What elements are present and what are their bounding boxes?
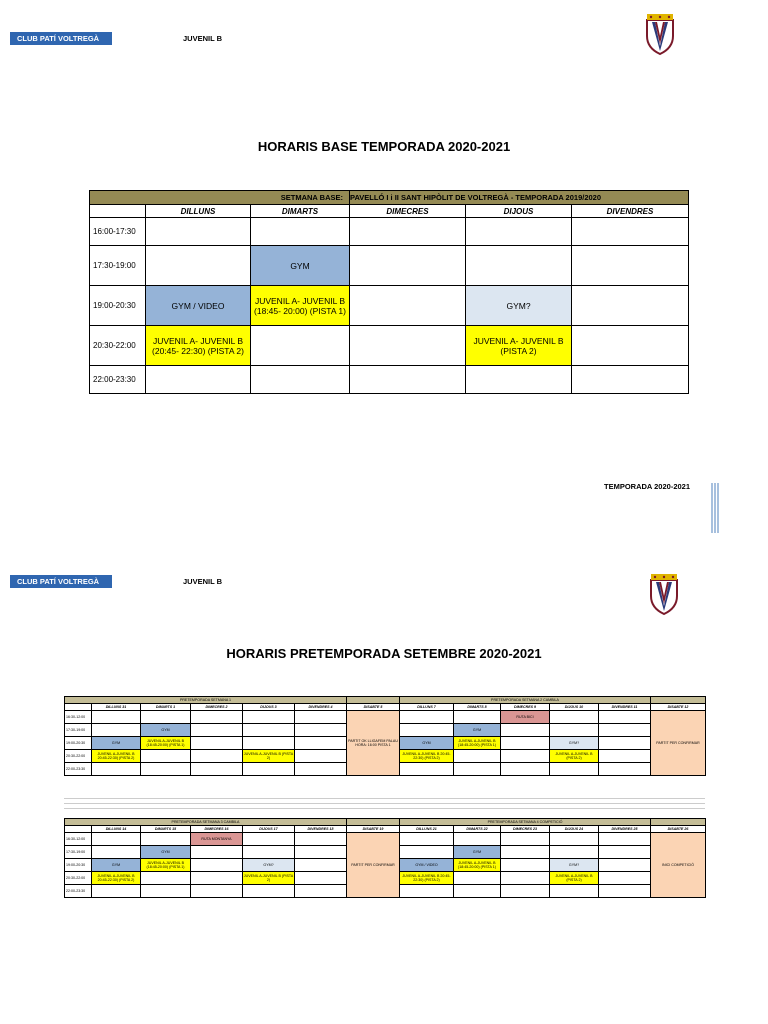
cell xyxy=(347,697,400,704)
training-line: JUVENIL A- JUVENIL B xyxy=(473,335,564,346)
gym-optional-cell: GYM? xyxy=(243,859,295,872)
gym-cell: GYM xyxy=(141,846,191,859)
cell xyxy=(243,724,295,737)
club-crest-icon xyxy=(645,572,683,616)
cell xyxy=(92,833,141,846)
time-slot: 16:00-17:30 xyxy=(90,218,146,246)
decorative-lines-icon xyxy=(710,483,720,533)
gym-cell: GYM xyxy=(454,846,501,859)
week-label: PRETEMPORADA SETMANA 2 CAMBILA xyxy=(400,697,651,704)
training-line: (20:45- 22:30) (PISTA 2) xyxy=(152,345,244,356)
cell xyxy=(295,859,347,872)
table-row xyxy=(90,286,689,326)
footer-season: TEMPORADA 2020-2021 xyxy=(604,482,691,491)
cell xyxy=(599,763,651,776)
cell xyxy=(92,711,141,724)
cell xyxy=(550,724,599,737)
week-label: PRETEMPORADA SETMANA 3 CAMBILA xyxy=(65,819,347,826)
cell xyxy=(251,326,350,366)
time-slot: 20:30-22:00 xyxy=(65,750,92,763)
cell xyxy=(599,859,651,872)
cell xyxy=(400,724,454,737)
gym-video-cell: GYM / VIDEO xyxy=(400,859,454,872)
cell xyxy=(191,711,243,724)
cell xyxy=(400,885,454,898)
cell xyxy=(501,737,550,750)
empty-row xyxy=(64,804,705,809)
cell xyxy=(92,846,141,859)
cell xyxy=(295,846,347,859)
training-cell xyxy=(251,286,350,326)
cell xyxy=(243,833,295,846)
training-cell: JUVENIL A-JUVENIL B (PISTA 2) xyxy=(550,750,599,763)
cell xyxy=(572,326,689,366)
gym-cell: GYM xyxy=(400,737,454,750)
cell xyxy=(466,246,572,286)
gym-cell: GYM xyxy=(92,737,141,750)
gym-optional-cell: GYM? xyxy=(550,859,599,872)
gym-optional-cell: GYM? xyxy=(466,286,572,326)
training-cell: JUVENIL A-JUVENIL B (18:45-20:00) (PISTA 1) xyxy=(141,737,191,750)
day-header: DIVENDRES 18 xyxy=(295,826,347,833)
day-header: DISABTE 26 xyxy=(651,826,706,833)
time-slot: 17:30-19:00 xyxy=(90,246,146,286)
cell xyxy=(454,763,501,776)
cell xyxy=(92,763,141,776)
time-slot: 19:00-20:30 xyxy=(65,859,92,872)
cell xyxy=(501,846,550,859)
table-row xyxy=(90,246,689,286)
days-row xyxy=(65,826,706,833)
cell xyxy=(599,872,651,885)
cell xyxy=(350,366,466,394)
time-slot: 17:30-19:00 xyxy=(65,846,92,859)
day-header: DIJOUS xyxy=(466,205,572,218)
cell xyxy=(243,885,295,898)
cell xyxy=(350,218,466,246)
time-slot: 22:00-23:30 xyxy=(90,366,146,394)
day-header: DIMECRES 16 xyxy=(191,826,243,833)
day-header: DISABTE 19 xyxy=(347,826,400,833)
cell xyxy=(501,859,550,872)
day-header: DIMECRES 9 xyxy=(501,704,550,711)
saturday-cell: PARTIT PER CONFIRMAR xyxy=(651,711,706,776)
cell xyxy=(599,750,651,763)
gym-cell: GYM xyxy=(454,724,501,737)
cell xyxy=(599,724,651,737)
cell xyxy=(295,711,347,724)
training-cell: JUVENIL A-JUVENIL B (PISTA 2) xyxy=(550,872,599,885)
cell xyxy=(295,737,347,750)
club-badge: CLUB PATÍ VOLTREGÀ xyxy=(10,575,112,588)
table-row xyxy=(90,366,689,394)
cell xyxy=(454,711,501,724)
training-cell: JUVENIL A-JUVENIL B 20:45-22:30) (PISTA 2) xyxy=(92,872,141,885)
club-crest-icon xyxy=(641,12,679,56)
cell xyxy=(191,846,243,859)
cell xyxy=(454,885,501,898)
training-line: (PISTA 2) xyxy=(500,345,537,356)
cell xyxy=(599,737,651,750)
training-cell: JUVENIL A-JUVENIL B 20:45-22:30) (PISTA 2) xyxy=(92,750,141,763)
cell xyxy=(550,885,599,898)
day-header: DIJOUS 17 xyxy=(243,826,295,833)
day-header: DIMARTS xyxy=(251,205,350,218)
preseason-table-2 xyxy=(64,818,706,898)
training-cell: JUVENIL A-JUVENIL B 20:45-22:30) (PISTA 2) xyxy=(400,872,454,885)
week-row xyxy=(65,697,706,704)
page-title: HORARIS BASE TEMPORADA 2020-2021 xyxy=(257,139,511,154)
cell xyxy=(251,366,350,394)
gym-cell: GYM xyxy=(251,246,350,286)
saturday-cell: INICI COMPETICIÓ xyxy=(651,833,706,898)
day-header: DIJOUS 10 xyxy=(550,704,599,711)
training-line: JUVENIL A- JUVENIL B xyxy=(254,295,346,306)
day-header: DILLUNS 7 xyxy=(400,704,454,711)
cell xyxy=(191,763,243,776)
cell xyxy=(191,872,243,885)
time-slot: 19:00-20:30 xyxy=(65,737,92,750)
training-cell xyxy=(146,326,251,366)
corner-cell xyxy=(65,826,92,833)
cell xyxy=(191,885,243,898)
training-cell: JUVENIL A-JUVENIL B (18:45-20:00) (PISTA 1) xyxy=(141,859,191,872)
cell xyxy=(191,750,243,763)
day-header: DIVENDRES 25 xyxy=(599,826,651,833)
day-header: DIMARTS 1 xyxy=(141,704,191,711)
training-cell: JUVENIL A-JUVENIL B (18:45-20:00) (PISTA 1) xyxy=(454,737,501,750)
training-cell xyxy=(466,326,572,366)
gym-optional-cell: GYM? xyxy=(550,737,599,750)
day-header: DIJOUS 24 xyxy=(550,826,599,833)
training-cell: JUVENIL A-JUVENIL B 20:45-22:30) (PISTA 2) xyxy=(400,750,454,763)
cell xyxy=(599,711,651,724)
cell xyxy=(295,750,347,763)
days-row xyxy=(65,704,706,711)
cell xyxy=(191,724,243,737)
team-label: JUVENIL B xyxy=(183,577,223,586)
day-header: DIJOUS 3 xyxy=(243,704,295,711)
day-header: DIMECRES 23 xyxy=(501,826,550,833)
cell xyxy=(295,885,347,898)
day-header: DILLUNS 21 xyxy=(400,826,454,833)
gym-video-cell: GYM / VIDEO xyxy=(146,286,251,326)
day-header: DIMECRES 2 xyxy=(191,704,243,711)
cell xyxy=(141,885,191,898)
table-row xyxy=(65,833,706,846)
cell xyxy=(251,218,350,246)
cell xyxy=(141,711,191,724)
day-header: DIMARTS 22 xyxy=(454,826,501,833)
training-cell: JUVENIL A-JUVENIL B (PISTA 2) xyxy=(243,872,295,885)
week-label: PRETEMPORADA SETMANA 4 COMPETICIÓ xyxy=(400,819,651,826)
training-cell: JUVENIL A-JUVENIL B (PISTA 2) xyxy=(243,750,295,763)
cell xyxy=(295,724,347,737)
base-schedule-table xyxy=(89,190,689,394)
cell xyxy=(572,218,689,246)
page-title: HORARIS PRETEMPORADA SETEMBRE 2020-2021 xyxy=(226,646,542,661)
cell xyxy=(146,218,251,246)
cell xyxy=(454,750,501,763)
day-header: DIMARTS 15 xyxy=(141,826,191,833)
cell xyxy=(295,763,347,776)
venue-label: PAVELLÓ I i II SANT HIPÒLIT DE VOLTREGÀ - TEMPORADA 2019/2020 xyxy=(350,191,689,205)
cell xyxy=(243,737,295,750)
cell xyxy=(141,750,191,763)
table-row xyxy=(90,218,689,246)
club-badge: CLUB PATÍ VOLTREGÀ xyxy=(10,32,112,45)
time-slot: 22:00-23:30 xyxy=(65,885,92,898)
cell xyxy=(599,833,651,846)
cell xyxy=(501,833,550,846)
time-slot: 19:00-20:30 xyxy=(90,286,146,326)
cell xyxy=(146,246,251,286)
cell xyxy=(572,366,689,394)
week-row xyxy=(65,819,706,826)
cell xyxy=(141,763,191,776)
day-header: DIVENDRES 4 xyxy=(295,704,347,711)
cell xyxy=(550,846,599,859)
cell xyxy=(572,286,689,326)
week-label: SETMANA BASE: xyxy=(90,191,350,205)
preseason-table-1 xyxy=(64,696,706,776)
time-slot: 20:30-22:00 xyxy=(65,872,92,885)
cell xyxy=(550,711,599,724)
day-header: DIMARTS 8 xyxy=(454,704,501,711)
time-slot: 20:30-22:00 xyxy=(90,326,146,366)
cell xyxy=(501,885,550,898)
cell xyxy=(651,697,706,704)
cell xyxy=(572,246,689,286)
cell xyxy=(141,833,191,846)
day-header: DIMECRES xyxy=(350,205,466,218)
day-header: DILLUNS 14 xyxy=(92,826,141,833)
day-header: DILLUNS 31 xyxy=(92,704,141,711)
cell xyxy=(501,724,550,737)
cell xyxy=(599,846,651,859)
gym-cell: GYM xyxy=(141,724,191,737)
day-header: DISABTE 12 xyxy=(651,704,706,711)
training-line: (18:45- 20:00) (PISTA 1) xyxy=(254,305,346,316)
cell xyxy=(141,872,191,885)
cell xyxy=(350,286,466,326)
cell xyxy=(454,833,501,846)
bike-route-cell: RUTA BICI xyxy=(501,711,550,724)
cell xyxy=(466,218,572,246)
table-row xyxy=(90,326,689,366)
time-slot: 22:00-23:30 xyxy=(65,763,92,776)
cell xyxy=(501,872,550,885)
time-slot: 16:30-12:00 xyxy=(65,833,92,846)
cell xyxy=(295,833,347,846)
day-header: DIVENDRES 11 xyxy=(599,704,651,711)
cell xyxy=(651,819,706,826)
training-line: JUVENIL A- JUVENIL B xyxy=(152,335,244,346)
week-label: PRETEMPORADA SETMANA 1 xyxy=(65,697,347,704)
cell xyxy=(400,711,454,724)
cell xyxy=(191,737,243,750)
day-header: DIVENDRES xyxy=(572,205,689,218)
cell xyxy=(454,872,501,885)
training-cell: JUVENIL A-JUVENIL B (18:45-20:00) (PISTA 1) xyxy=(454,859,501,872)
cell xyxy=(350,326,466,366)
cell xyxy=(350,246,466,286)
team-label: JUVENIL B xyxy=(183,34,223,43)
cell xyxy=(501,750,550,763)
time-slot: 17:30-19:00 xyxy=(65,724,92,737)
cell xyxy=(243,711,295,724)
cell xyxy=(191,859,243,872)
time-slot: 16:30-12:00 xyxy=(65,711,92,724)
day-header: DILLUNS xyxy=(146,205,251,218)
cell xyxy=(400,846,454,859)
saturday-cell: PARTIT OK LLIGAFEM PALAU HORA: 16:00 PISTA 1 xyxy=(347,711,400,776)
cell xyxy=(400,833,454,846)
empty-rows xyxy=(64,794,705,809)
mountain-route-cell: RUTA MONTANYA xyxy=(191,833,243,846)
table-header-row xyxy=(90,191,689,205)
cell xyxy=(92,885,141,898)
days-row xyxy=(90,205,689,218)
cell xyxy=(466,366,572,394)
saturday-cell: PARTIT PER CONFIRMAR xyxy=(347,833,400,898)
cell xyxy=(243,846,295,859)
cell xyxy=(146,366,251,394)
cell xyxy=(347,819,400,826)
day-header: DISABTE 5 xyxy=(347,704,400,711)
corner-cell xyxy=(90,205,146,218)
table-row xyxy=(65,711,706,724)
cell xyxy=(550,763,599,776)
corner-cell xyxy=(65,704,92,711)
cell xyxy=(550,833,599,846)
cell xyxy=(501,763,550,776)
cell xyxy=(599,885,651,898)
cell xyxy=(400,763,454,776)
cell xyxy=(295,872,347,885)
cell xyxy=(92,724,141,737)
gym-cell: GYM xyxy=(92,859,141,872)
cell xyxy=(243,763,295,776)
